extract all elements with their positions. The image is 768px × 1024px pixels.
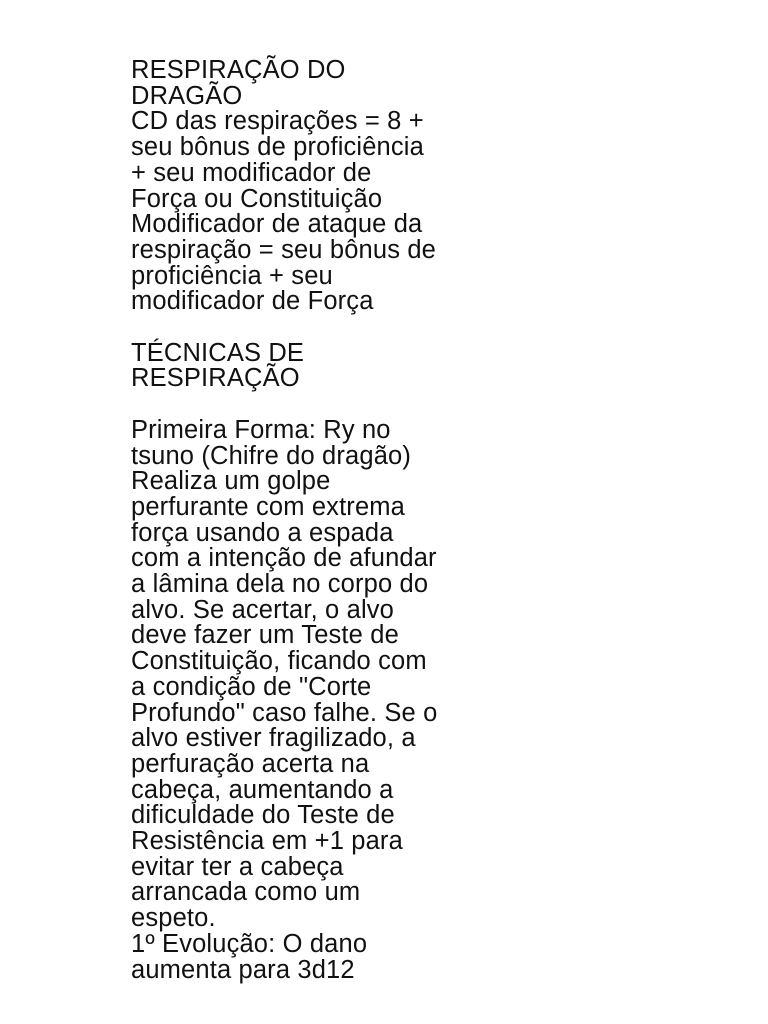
paragraph-gap [131,315,651,341]
text-line: respiração = seu bônus de [131,235,436,264]
text-line: dificuldade do Teste de [131,801,395,830]
text-line: seu bônus de proficiência [131,133,424,162]
text-line: deve fazer um Teste de [131,621,399,650]
paragraph-gap [131,392,651,418]
heading-line: TÉCNICAS DE [131,338,305,367]
text-line: Força ou Constituição [131,184,383,213]
text-line: perfuração acerta na [131,749,370,778]
document-content [131,58,651,983]
text-line: cabeça, aumentando a [131,775,394,804]
text-line: DRAGÃO [131,81,243,110]
evolution-line: 1º Evolução: O dano [131,929,368,958]
text-line: alvo. Se acertar, o alvo [131,595,394,624]
text-line: Constituição, ficando com [131,647,427,676]
text-line: + seu modificador de [131,158,372,187]
breathing-stats-paragraph [131,58,651,315]
text-line: Realiza um golpe [131,467,331,496]
text-line: modificador de Força [131,287,374,316]
text-line: alvo estiver fragilizado, a [131,724,416,753]
text-line: perfurante com extrema [131,492,406,521]
text-line: espeto. [131,904,216,933]
text-line: Modificador de ataque da [131,210,423,239]
text-line: força usando a espada [131,518,394,547]
text-line: a condição de "Corte [131,672,372,701]
text-line: evitar ter a cabeça [131,852,344,881]
first-form-paragraph [131,415,651,984]
text-line: tsuno (Chifre do dragão) [131,441,412,470]
text-line: Resistência em +1 para [131,827,403,856]
text-line: proficiência + seu [131,261,333,290]
text-line: CD das respirações = 8 + [131,107,424,136]
text-line: com a intenção de afundar [131,544,437,573]
heading-line: RESPIRAÇÃO [131,364,300,393]
text-line: Profundo" caso falhe. Se o [131,698,438,727]
techniques-heading [131,338,651,393]
text-line: RESPIRAÇÃO DO [131,56,346,84]
text-line: a lâmina dela no corpo do [131,570,429,599]
evolution-line: aumenta para 3d12 [131,955,355,984]
text-line: Primeira Forma: Ry no [131,415,391,444]
text-line: arrancada como um [131,878,361,907]
